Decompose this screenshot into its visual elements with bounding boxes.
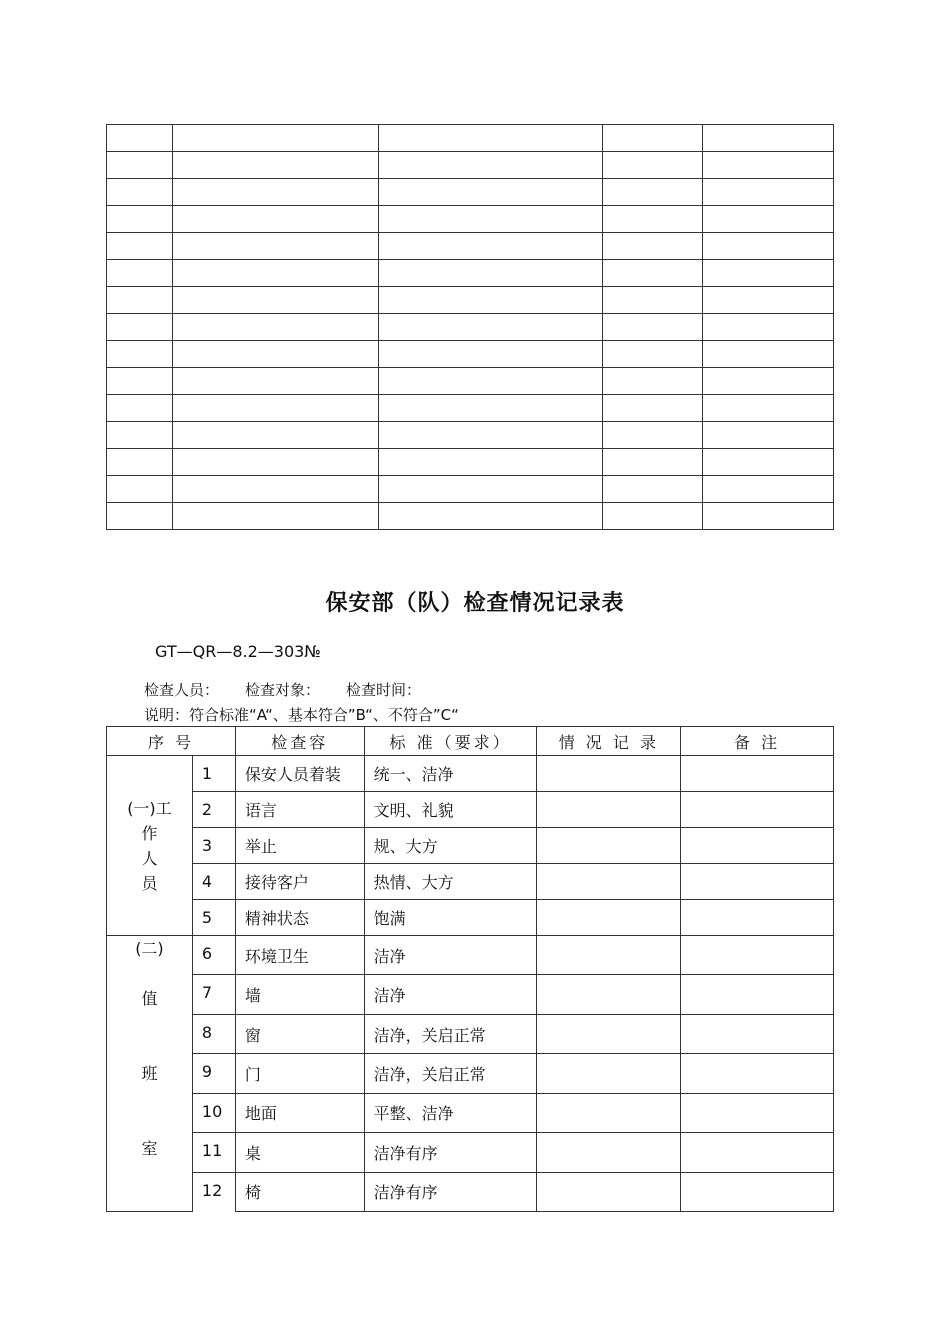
blank-cell — [603, 260, 703, 287]
blank-cell — [107, 368, 173, 395]
row-standard: 热情、大方 — [364, 864, 537, 900]
row-number: 5 — [192, 900, 235, 936]
blank-cell — [378, 206, 603, 233]
row-item: 椅 — [235, 1172, 364, 1211]
row-standard: 洁净有序 — [364, 1172, 537, 1211]
row-remark — [681, 828, 834, 864]
header-item: 检查容 — [235, 727, 364, 756]
row-number: 10 — [192, 1093, 235, 1132]
row-record — [537, 864, 681, 900]
blank-cell — [603, 233, 703, 260]
blank-cell — [172, 449, 378, 476]
table-row — [107, 1133, 834, 1172]
row-remark — [681, 975, 834, 1014]
table-row — [107, 792, 834, 828]
table-row — [107, 756, 834, 792]
blank-cell — [603, 368, 703, 395]
blank-cell — [703, 503, 834, 530]
time-label: 检查时间： — [346, 681, 422, 699]
row-item: 桌 — [235, 1133, 364, 1172]
row-record — [537, 1172, 681, 1211]
blank-cell — [603, 152, 703, 179]
row-remark — [681, 900, 834, 936]
table-row — [107, 936, 834, 975]
row-remark — [681, 1172, 834, 1211]
blank-cell — [603, 503, 703, 530]
blank-cell — [378, 422, 603, 449]
blank-row — [107, 503, 834, 530]
group-label-line: 人 — [141, 848, 158, 868]
blank-cell — [107, 260, 173, 287]
blank-cell — [703, 476, 834, 503]
blank-row — [107, 287, 834, 314]
header-standard: 标 准（要求） — [364, 727, 537, 756]
row-item: 精神状态 — [235, 900, 364, 936]
row-item: 门 — [235, 1054, 364, 1093]
blank-cell — [603, 125, 703, 152]
blank-cell — [107, 395, 173, 422]
blank-cell — [107, 152, 173, 179]
row-standard: 洁净 — [364, 975, 537, 1014]
table-row — [107, 1054, 834, 1093]
blank-row — [107, 125, 834, 152]
inspector-label: 检查人员： — [144, 681, 220, 699]
blank-cell — [603, 422, 703, 449]
row-number: 11 — [192, 1133, 235, 1172]
row-standard: 洁净有序 — [364, 1133, 537, 1172]
blank-cell — [378, 395, 603, 422]
blank-row — [107, 314, 834, 341]
blank-cell — [378, 233, 603, 260]
row-record — [537, 975, 681, 1014]
blank-cell — [378, 125, 603, 152]
blank-cell — [172, 125, 378, 152]
row-remark — [681, 1133, 834, 1172]
row-item: 语言 — [235, 792, 364, 828]
table-header-row — [107, 727, 834, 756]
blank-cell — [107, 125, 173, 152]
blank-cell — [107, 179, 173, 206]
group-label-line: 作 — [141, 823, 158, 843]
blank-cell — [172, 368, 378, 395]
blank-cell — [378, 179, 603, 206]
row-remark — [681, 1093, 834, 1132]
row-standard: 规、大方 — [364, 828, 537, 864]
row-standard: 饱满 — [364, 900, 537, 936]
row-number: 9 — [192, 1054, 235, 1093]
inspection-record-table — [106, 726, 834, 1212]
blank-cell — [378, 341, 603, 368]
row-number: 2 — [192, 792, 235, 828]
blank-cell — [378, 260, 603, 287]
row-record — [537, 1093, 681, 1132]
row-standard: 文明、礼貌 — [364, 792, 537, 828]
group-label-line: (二) — [135, 939, 164, 958]
row-standard: 洁净，关启正常 — [364, 1054, 537, 1093]
group-label-line: (一)工 — [127, 798, 172, 818]
blank-cell — [378, 368, 603, 395]
row-standard: 洁净，关启正常 — [364, 1014, 537, 1053]
blank-row — [107, 179, 834, 206]
blank-row — [107, 395, 834, 422]
blank-cell — [378, 476, 603, 503]
row-number: 12 — [192, 1172, 235, 1211]
blank-cell — [172, 476, 378, 503]
blank-cell — [107, 341, 173, 368]
blank-cell — [703, 314, 834, 341]
table-row — [107, 1014, 834, 1053]
blank-cell — [703, 422, 834, 449]
blank-cell — [172, 422, 378, 449]
object-label: 检查对象： — [245, 681, 321, 699]
blank-cell — [172, 206, 378, 233]
group-duty-room — [107, 936, 193, 1212]
row-record — [537, 900, 681, 936]
blank-cell — [172, 152, 378, 179]
inspection-info-line — [144, 679, 447, 700]
blank-row — [107, 422, 834, 449]
blank-cell — [603, 179, 703, 206]
group-label-line: 值 — [141, 989, 158, 1008]
blank-cell — [703, 287, 834, 314]
blank-cell — [172, 341, 378, 368]
blank-row — [107, 368, 834, 395]
blank-cell — [703, 179, 834, 206]
header-record: 情 况 记 录 — [537, 727, 681, 756]
blank-row — [107, 476, 834, 503]
blank-row — [107, 341, 834, 368]
row-number: 3 — [192, 828, 235, 864]
table-row — [107, 975, 834, 1014]
blank-cell — [703, 395, 834, 422]
row-record — [537, 1133, 681, 1172]
blank-cell — [107, 476, 173, 503]
row-record — [537, 792, 681, 828]
table-row — [107, 828, 834, 864]
row-item: 环境卫生 — [235, 936, 364, 975]
blank-row — [107, 260, 834, 287]
row-item: 举止 — [235, 828, 364, 864]
row-remark — [681, 756, 834, 792]
blank-cell — [703, 233, 834, 260]
blank-cell — [107, 287, 173, 314]
row-remark — [681, 936, 834, 975]
row-record — [537, 756, 681, 792]
group-label-line: 员 — [141, 873, 158, 893]
blank-cell — [603, 287, 703, 314]
blank-cell — [703, 152, 834, 179]
blank-cell — [603, 314, 703, 341]
blank-cell — [603, 449, 703, 476]
table-row — [107, 1093, 834, 1132]
header-no: 序 号 — [107, 727, 236, 756]
page-title: 保安部（队）检查情况记录表 — [325, 591, 625, 616]
blank-cell — [172, 287, 378, 314]
table-row — [107, 864, 834, 900]
row-record — [537, 1054, 681, 1093]
row-item: 墙 — [235, 975, 364, 1014]
blank-cell — [172, 179, 378, 206]
header-remark: 备 注 — [681, 727, 834, 756]
blank-cell — [107, 314, 173, 341]
row-item: 接待客户 — [235, 864, 364, 900]
row-item: 地面 — [235, 1093, 364, 1132]
blank-row — [107, 206, 834, 233]
blank-cell — [107, 422, 173, 449]
blank-continuation-table — [106, 124, 834, 530]
blank-cell — [603, 206, 703, 233]
group-label-line: 班 — [141, 1064, 158, 1083]
row-number: 6 — [192, 936, 235, 975]
row-remark — [681, 792, 834, 828]
blank-cell — [172, 233, 378, 260]
group-label-line: 室 — [141, 1139, 158, 1158]
blank-cell — [172, 395, 378, 422]
row-record — [537, 828, 681, 864]
blank-row — [107, 449, 834, 476]
row-number: 1 — [192, 756, 235, 792]
row-standard: 洁净 — [364, 936, 537, 975]
row-record — [537, 936, 681, 975]
row-number: 4 — [192, 864, 235, 900]
blank-cell — [378, 314, 603, 341]
row-remark — [681, 1014, 834, 1053]
blank-cell — [107, 503, 173, 530]
row-standard: 统一、洁净 — [364, 756, 537, 792]
blank-cell — [172, 503, 378, 530]
blank-row — [107, 152, 834, 179]
row-item: 保安人员着装 — [235, 756, 364, 792]
blank-cell — [378, 503, 603, 530]
blank-cell — [107, 206, 173, 233]
blank-cell — [107, 449, 173, 476]
form-code: GT—QR—8.2—303№ — [155, 642, 321, 661]
blank-cell — [703, 125, 834, 152]
blank-cell — [703, 341, 834, 368]
table-row — [107, 900, 834, 936]
blank-cell — [378, 152, 603, 179]
rating-note: 说明：符合标准“A“、基本符合”B“、不符合”C“ — [144, 706, 459, 724]
blank-cell — [172, 314, 378, 341]
blank-row — [107, 233, 834, 260]
table-row — [107, 1172, 834, 1211]
blank-cell — [107, 233, 173, 260]
row-standard: 平整、洁净 — [364, 1093, 537, 1132]
blank-cell — [603, 395, 703, 422]
blank-cell — [603, 476, 703, 503]
blank-cell — [703, 449, 834, 476]
blank-cell — [703, 368, 834, 395]
blank-cell — [603, 341, 703, 368]
blank-cell — [703, 206, 834, 233]
row-remark — [681, 1054, 834, 1093]
row-number: 8 — [192, 1014, 235, 1053]
blank-cell — [378, 449, 603, 476]
group-work-staff — [107, 756, 193, 936]
row-number: 7 — [192, 975, 235, 1014]
blank-cell — [703, 260, 834, 287]
row-item: 窗 — [235, 1014, 364, 1053]
row-remark — [681, 864, 834, 900]
blank-cell — [172, 260, 378, 287]
row-record — [537, 1014, 681, 1053]
blank-cell — [378, 287, 603, 314]
